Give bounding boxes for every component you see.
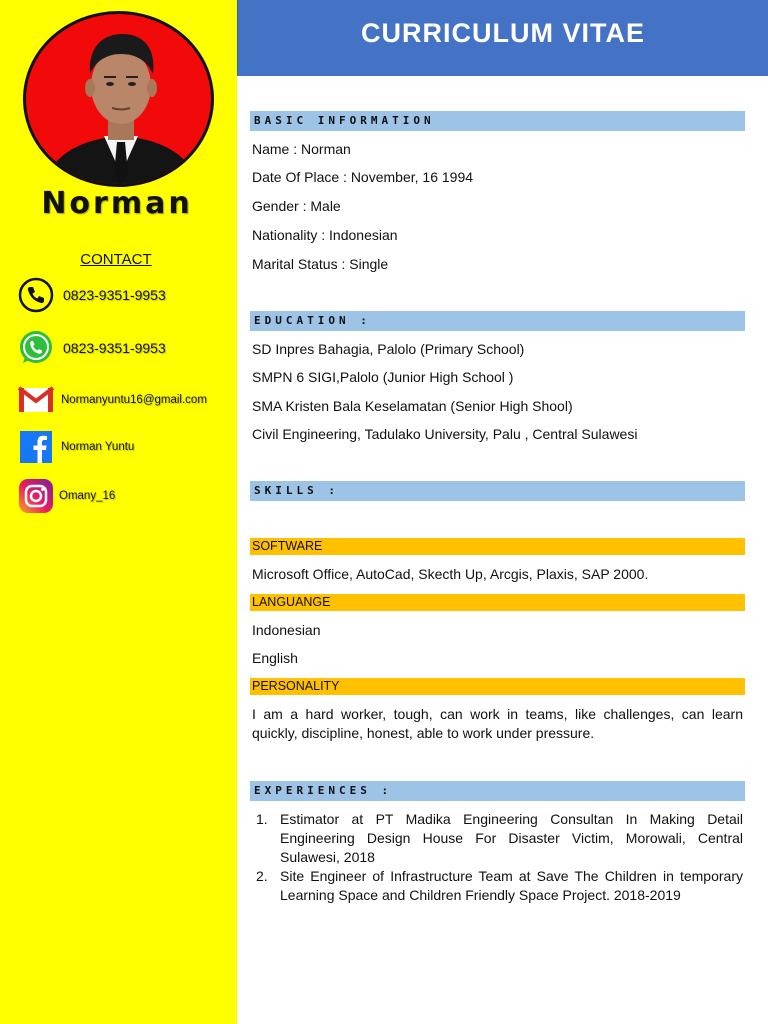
basic-date-of-place: Date Of Place : November, 16 1994 xyxy=(252,169,474,185)
list-number: 2. xyxy=(256,868,268,884)
gmail-icon xyxy=(17,381,55,419)
personality-text: I am a hard worker, tough, can work in teams, like challenges, can learn quickly, discipline, honest, able to work under pressure. xyxy=(252,706,743,741)
education-item: SMPN 6 SIGI,Palolo (Junior High School ) xyxy=(252,369,514,385)
contact-instagram[interactable] xyxy=(17,477,115,515)
facebook-icon xyxy=(17,428,55,466)
sidebar xyxy=(0,0,237,1024)
section-basic-information xyxy=(250,111,745,131)
contact-phone[interactable] xyxy=(17,276,166,314)
basic-gender: Gender : Male xyxy=(252,198,341,214)
phone-number: 0823-9351-9953 xyxy=(63,287,166,303)
experience-text: Estimator at PT Madika Engineering Consultan In Making Detail Engineering Design House For Disaster Victim, Morowali, Central Sulawesi, 2018 xyxy=(280,811,743,865)
software-list: Microsoft Office, AutoCad, Skecth Up, Arcgis, Plaxis, SAP 2000. xyxy=(252,566,649,582)
contact-heading: CONTACT xyxy=(80,251,152,268)
subsection-heading: LANGUANGE xyxy=(252,595,331,609)
section-heading: EDUCATION : xyxy=(254,314,371,327)
header-banner xyxy=(237,0,768,76)
instagram-handle: Omany_16 xyxy=(59,490,116,502)
list-item xyxy=(252,867,743,905)
page-title: CURRICULUM VITAE xyxy=(361,18,645,48)
person-name: Norman xyxy=(41,186,193,221)
section-education xyxy=(250,311,745,331)
email-address: Normanyuntu16@gmail.com xyxy=(61,394,207,406)
profile-photo xyxy=(23,11,214,187)
education-item: SMA Kristen Bala Keselamatan (Senior High Shool) xyxy=(252,398,573,414)
section-heading: EXPERIENCES : xyxy=(254,784,393,797)
contact-facebook[interactable] xyxy=(17,428,134,466)
subsection-language xyxy=(250,594,745,611)
person-portrait-icon xyxy=(26,14,214,187)
subsection-personality xyxy=(250,678,745,695)
language-item: English xyxy=(252,650,298,666)
whatsapp-icon xyxy=(17,329,55,367)
language-item: Indonesian xyxy=(252,622,321,638)
phone-icon xyxy=(17,276,55,314)
basic-marital-status: Marital Status : Single xyxy=(252,256,389,272)
experience-text: Site Engineer of Infrastructure Team at Save The Children in temporary Learning Space and Children Friendly Space Project. 2018-2019 xyxy=(280,868,743,903)
list-item xyxy=(252,810,743,867)
contact-email[interactable] xyxy=(17,381,207,419)
basic-nationality: Nationality : Indonesian xyxy=(252,227,398,243)
subsection-heading: SOFTWARE xyxy=(252,539,323,553)
education-item: Civil Engineering, Tadulako University, Palu , Central Sulawesi xyxy=(252,426,638,442)
basic-name: Name : Norman xyxy=(252,141,351,157)
section-heading: SKILLS : xyxy=(254,484,339,497)
facebook-name: Norman Yuntu xyxy=(61,441,135,453)
section-heading: BASIC INFORMATION xyxy=(254,114,435,127)
experience-list xyxy=(252,810,743,905)
subsection-software xyxy=(250,538,745,555)
whatsapp-number: 0823-9351-9953 xyxy=(63,340,166,356)
subsection-heading: PERSONALITY xyxy=(252,679,340,693)
contact-whatsapp[interactable] xyxy=(17,329,166,367)
section-experiences xyxy=(250,781,745,801)
education-item: SD Inpres Bahagia, Palolo (Primary School) xyxy=(252,341,525,357)
list-number: 1. xyxy=(256,811,268,827)
instagram-icon xyxy=(17,477,55,515)
section-skills xyxy=(250,481,745,501)
